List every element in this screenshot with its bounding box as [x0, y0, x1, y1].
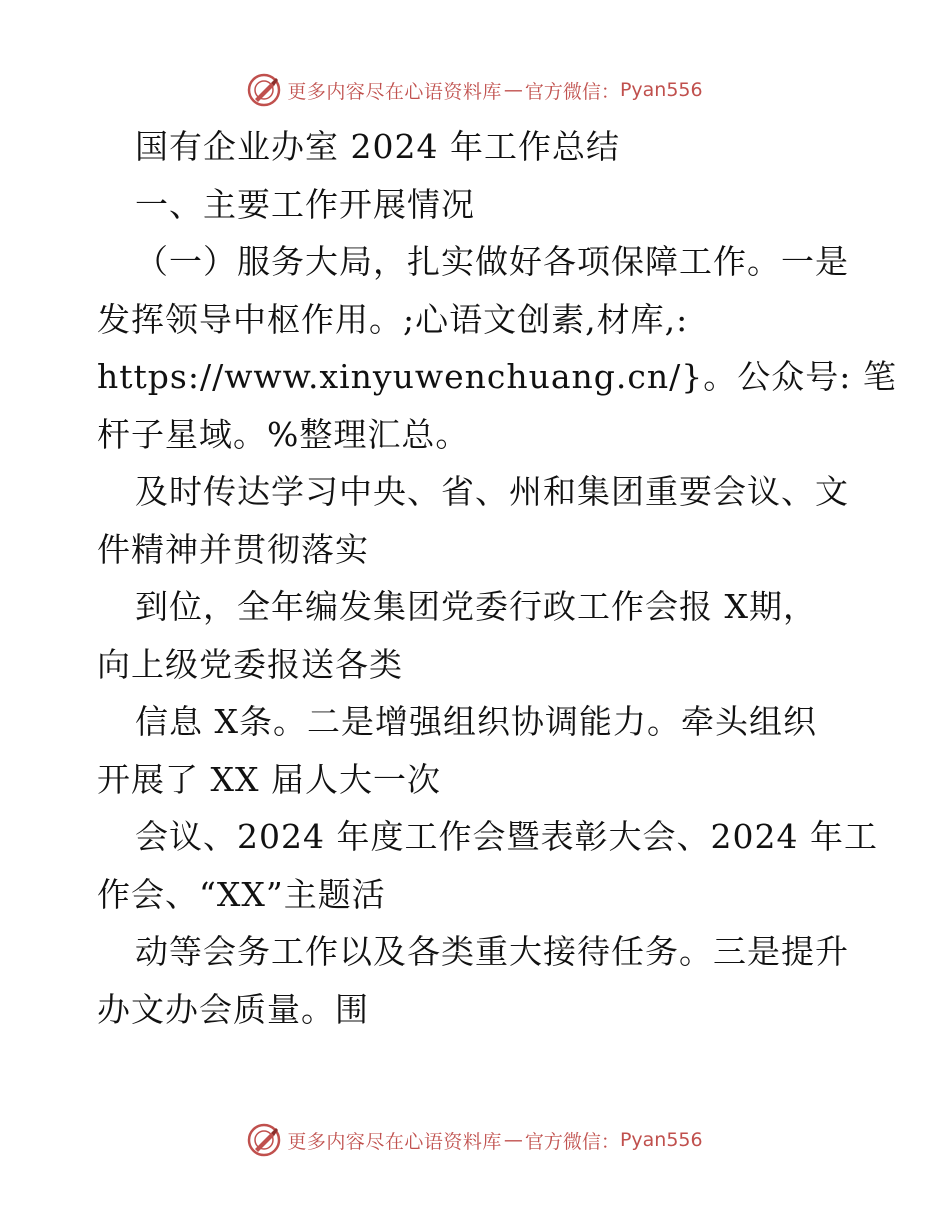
- watermark-separator: —: [503, 1129, 523, 1151]
- paragraph-line: 信息 X条。二是增强组织协调能力。牵头组织: [135, 702, 817, 741]
- paragraph-line: 作会、“XX”主题活: [97, 874, 386, 914]
- paragraph-line: 及时传达学习中央、省、州和集团重要会议、文: [135, 472, 849, 511]
- watermark-account-id: Pyan556: [619, 79, 703, 101]
- paragraph-line: 向上级党委报送各类: [97, 644, 403, 684]
- watermark-main-text: 更多内容尽在心语资料库: [287, 1130, 502, 1153]
- paragraph-line: （一）服务大局，扎实做好各项保障工作。一是: [135, 242, 849, 281]
- paragraph-line: 件精神并贯彻落实: [97, 529, 369, 569]
- paragraph-line: 到位，全年编发集团党委行政工作会报 X期，: [135, 587, 817, 626]
- paragraph-line: 发挥领导中枢作用。;心语文创素,材库,:: [97, 299, 689, 339]
- paragraph-line: 开展了 XX 届人大一次: [97, 759, 441, 799]
- pen-logo-icon: [247, 1123, 281, 1157]
- watermark-header: [0, 70, 950, 110]
- paragraph-line: 会议、2024 年度工作会暨表彰大会、2024 年工: [135, 817, 878, 856]
- document-title: 国有企业办室 2024 年工作总结: [135, 127, 620, 166]
- watermark-separator: —: [503, 79, 523, 101]
- watermark-account-label: 官方微信：: [524, 80, 620, 103]
- paragraph-line: 动等会务工作以及各类重大接待任务。三是提升: [135, 932, 849, 971]
- watermark-account-label: 官方微信：: [524, 1130, 620, 1153]
- paragraph-line: 办文办会质量。围: [97, 989, 369, 1029]
- pen-logo-icon: [247, 73, 281, 107]
- document-body: [97, 118, 897, 1038]
- section-heading: 一、主要工作开展情况: [135, 184, 475, 224]
- watermark-footer: [0, 1120, 950, 1160]
- paragraph-line: 杆子星域。%整理汇总。: [97, 414, 470, 454]
- watermark-account-id: Pyan556: [619, 1129, 703, 1151]
- paragraph-line: https://www.xinyuwenchuang.cn/}。公众号: 笔: [97, 357, 897, 396]
- watermark-main-text: 更多内容尽在心语资料库: [287, 80, 502, 103]
